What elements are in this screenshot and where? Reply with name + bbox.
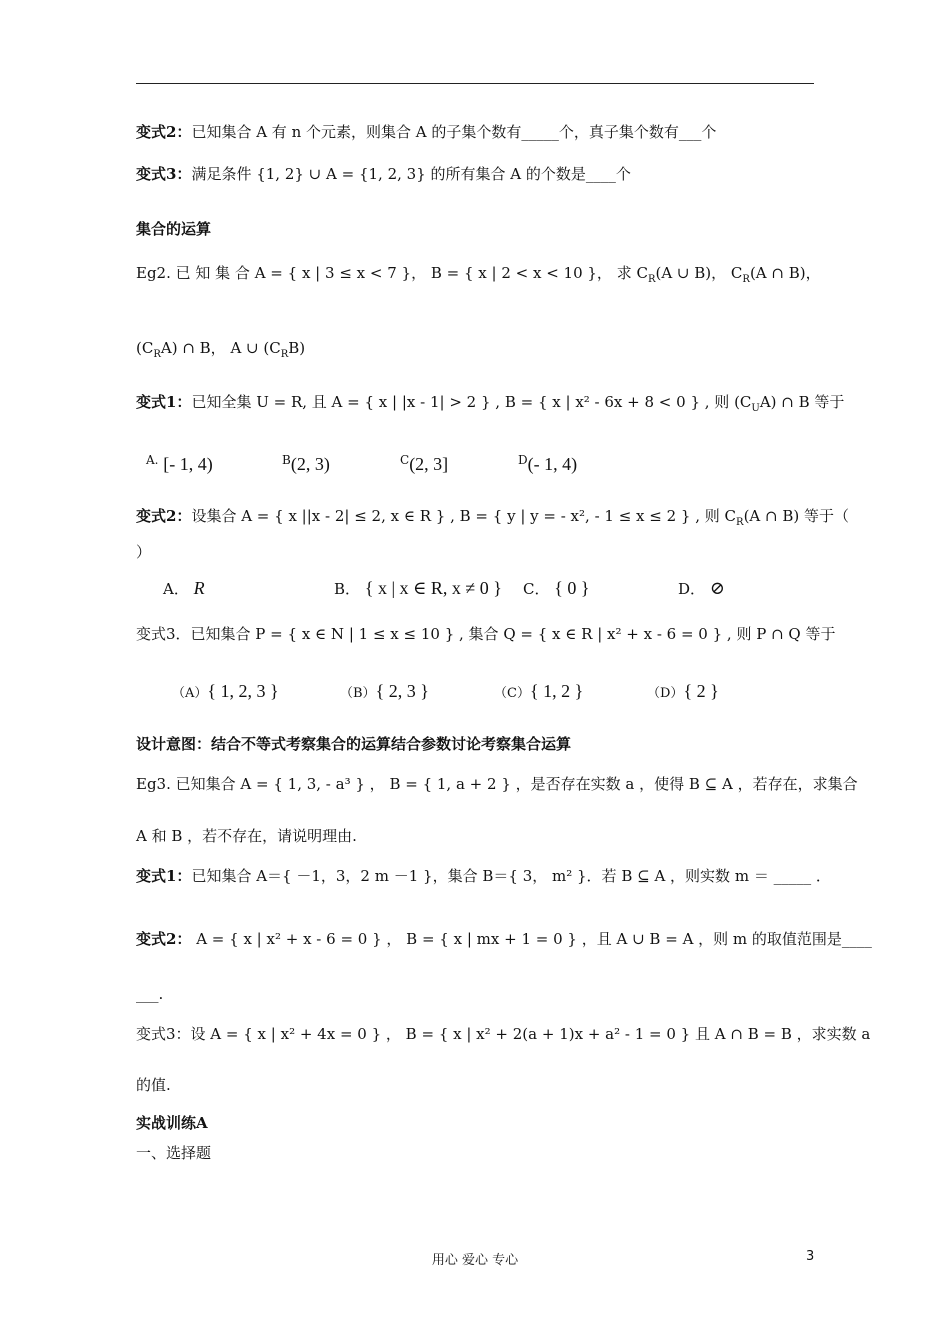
variant-3c-tail: 的值. xyxy=(136,1076,171,1094)
variant-text: 满足条件 {1, 2} ∪ A = {1, 2, 3} 的所有集合 A 的个数是____个 xyxy=(191,165,631,183)
option-b xyxy=(282,450,330,475)
variant-text: 已知集合 A＝{ －1，3，2 m －1 }，集合 B＝{ 3， m² }．若 B ⊆ A ，则实数 m ＝ _____ ． xyxy=(191,867,831,885)
variant-text: A = { x | x² + x - 6 = 0 } ， B = { x | mx + 1 = 0 } ，且 A ∪ B = A ，则 m 的取值范围是____ xyxy=(191,930,872,948)
variant-sub: R xyxy=(736,517,744,528)
option-value: (- 1, 4) xyxy=(527,454,578,474)
eg2-l2-a: (C xyxy=(136,339,154,357)
variant-label: 变式1： xyxy=(136,867,192,885)
option-letter: D． xyxy=(678,580,706,598)
page-number: 3 xyxy=(806,1249,815,1264)
variant-label: 变式2： xyxy=(136,507,192,525)
variant-text: 设集合 A = { x ||x - 2| ≤ 2, x ∈ R } , B = { y | y = - x², - 1 ≤ x ≤ 2 } , 则 C xyxy=(191,507,737,525)
option-a xyxy=(163,578,205,599)
example-3-line-2: A 和 B ，若不存在，请说明理由. xyxy=(136,827,357,845)
variant-sub: U xyxy=(751,403,760,414)
option-value: { x | x ∈ R, x ≠ 0 } xyxy=(364,578,502,598)
variant-label: 变式3： xyxy=(136,165,192,183)
option-value: { 2 } xyxy=(683,681,719,701)
option-value: (2, 3) xyxy=(290,454,330,474)
variant-3c-line: 变式3：设 A = { x | x² + 4x = 0 } ， B = { x | x² + 2(a + 1)x + a² - 1 = 0 } 且 A ∩ B = B ，求实数 a xyxy=(136,1025,871,1043)
option-letter: C． xyxy=(523,580,550,598)
variant-text: 已知全集 U = R, 且 A = { x | |x - 1| > 2 } , B = { x | x² - 6x + 8 < 0 } , 则 (C xyxy=(191,393,752,411)
variant-2-line xyxy=(136,122,716,142)
option-letter: （B） xyxy=(340,686,376,701)
variant-text-end: (A ∩ B) 等于（ xyxy=(743,507,849,525)
variant-text: 已知集合 A 有 n 个元素，则集合 A 的子集个数有_____个，真子集个数有___个 xyxy=(191,123,717,141)
variant-2b-close: ） xyxy=(136,543,152,561)
variant-2c-tail: ___. xyxy=(136,985,164,1003)
option-d xyxy=(518,450,577,475)
option-value: { 1, 2, 3 } xyxy=(207,681,279,701)
eg2-l2-b: A) ∩ B， A ∪ (C xyxy=(160,339,281,357)
option-d xyxy=(678,578,725,599)
variant-label: 变式2： xyxy=(136,123,192,141)
variant-3-line xyxy=(136,164,631,184)
example-3-line-1: Eg3. 已知集合 A = { 1, 3, - a³ } ， B = { 1, a + 2 } ，是否存在实数 a ，使得 B ⊆ A ，若存在，求集合 xyxy=(136,775,858,793)
option-c xyxy=(494,681,583,704)
variant-label: 变式2： xyxy=(136,930,192,948)
option-value: { 2, 3 } xyxy=(375,681,429,701)
option-c xyxy=(523,578,590,599)
eg2-l2-sub2: R xyxy=(280,349,289,360)
option-c xyxy=(400,450,448,475)
variant-3b-line: 变式3．已知集合 P = { x ∈ N | 1 ≤ x ≤ 10 } , 集合 Q = { x ∈ R | x² + x - 6 = 0 } , 则 P ∩ Q 等于 xyxy=(136,625,836,643)
variant-1c-line xyxy=(136,866,831,886)
variant-text-end: A) ∩ B 等于 xyxy=(759,393,845,411)
option-letter: B． xyxy=(334,580,361,598)
option-letter: A. xyxy=(146,453,159,467)
variant-1-line xyxy=(136,392,844,419)
design-intent: 设计意图：结合不等式考察集合的运算结合参数讨论考察集合运算 xyxy=(136,735,572,753)
option-letter: A． xyxy=(163,580,189,598)
variant-2b-line xyxy=(136,506,849,533)
variant-2c-line xyxy=(136,929,872,949)
option-value: { 0 } xyxy=(554,578,590,598)
section-heading-training: 实战训练A xyxy=(136,1114,208,1132)
option-value: (2, 3] xyxy=(409,454,449,474)
section-1-title: 一、选择题 xyxy=(136,1144,212,1162)
option-letter: （D） xyxy=(647,686,684,701)
variant-label: 变式1： xyxy=(136,393,192,411)
eg2-text3: (A ∩ B)， xyxy=(749,264,821,282)
page-footer: 用心 爱心 专心 xyxy=(431,1253,519,1268)
eg2-sub: R xyxy=(647,274,656,285)
eg2-l2-c: B) xyxy=(288,339,306,357)
option-value: [- 1, 4) xyxy=(163,454,213,474)
option-b xyxy=(340,681,429,704)
example-2-line-1 xyxy=(136,263,821,290)
eg2-sub2: R xyxy=(742,274,750,285)
option-a xyxy=(146,450,213,475)
header-rule xyxy=(136,83,814,84)
option-letter: （A） xyxy=(172,686,208,701)
option-letter: D xyxy=(518,453,528,467)
option-letter: （C） xyxy=(494,686,530,701)
eg2-text2: (A ∪ B)， C xyxy=(655,264,743,282)
example-2-line-2 xyxy=(136,338,305,365)
option-a xyxy=(172,681,279,704)
option-d xyxy=(647,681,719,704)
option-b xyxy=(334,578,502,599)
option-value: { 1, 2 } xyxy=(529,681,584,701)
option-value: ⊘ xyxy=(709,578,725,598)
option-letter: C xyxy=(400,453,410,467)
eg2-l2-sub: R xyxy=(153,349,161,360)
eg2-text: Eg2. 已 知 集 合 A = { x | 3 ≤ x < 7 }， B = { x | 2 < x < 10 }， 求 C xyxy=(136,264,648,282)
section-heading-operations: 集合的运算 xyxy=(136,220,212,238)
option-letter: B xyxy=(282,453,291,467)
option-value: R xyxy=(193,578,205,598)
